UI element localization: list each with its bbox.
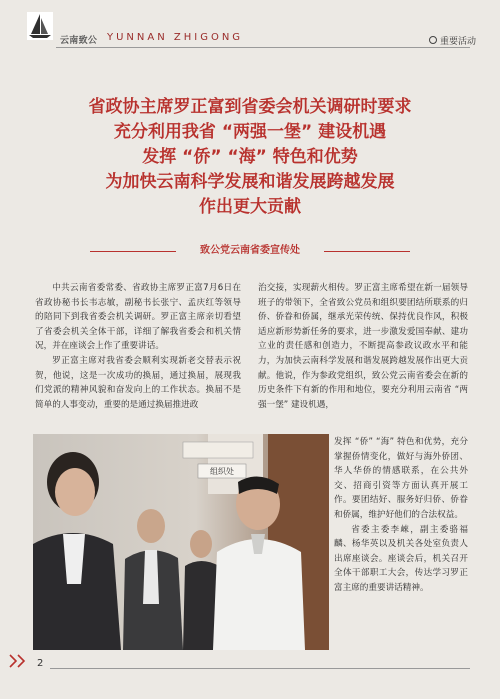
article-photo [33,434,329,650]
brand-name-cn: 云南致公 [60,36,98,46]
body-column-right-top [258,281,468,412]
title-line: 为加快云南科学发展和谐发展跨越发展 [105,172,395,192]
footer-divider [50,668,470,669]
paragraph: 省委主委李崍，副主委骆福麟、杨华英以及机关各处室负责人出席座谈会。座谈会后，机关召开全体干部职工大会，传达学习罗正富主席的重要讲话精神。 [334,524,468,593]
photo-sign-text: 组织处 [210,467,234,476]
title-line: 作出更大贡献 [199,197,301,217]
byline-rule-right [324,251,410,252]
photo-illustration [33,434,329,650]
paragraph: 罗正富主席对我省委会顺利实现新老交替表示祝贺，他说，这是一次成功的换届，通过换届，展现我们党派的精神风貌和奋发向上的工作状态。换届不是简单的人事变动，重要的是通过换届推进政 [35,355,241,410]
title-line: 充分利用我省 “两强一堡” 建设机遇 [113,122,387,142]
body-column-right-bottom [334,435,468,596]
section-label-text: 重要活动 [439,37,476,47]
section-label [429,34,476,47]
page-number: 2 [37,658,44,669]
sailboat-logo-icon [27,12,53,40]
byline-text: 致公党云南省委宣传处 [200,245,300,256]
body-column-left [35,281,241,412]
byline [90,243,410,259]
title-line: 省政协主席罗正富到省委会机关调研时要求 [88,97,412,117]
byline-rule-left [90,251,176,252]
circle-bullet-icon [429,36,437,44]
header-divider [56,47,470,48]
page-header [0,0,500,46]
paragraph: 中共云南省委常委、省政协主席罗正富7月6日在省政协秘书长韦志敏，副秘书长张宁、孟庆红等领导的陪同下到我省委会机关调研。罗正富主席亲切看望了省委会机关全体干部，详细了解我省委会和机关情况，并在座谈会上作了重要讲话。 [35,283,241,352]
title-line: 发挥 “侨” “海” 特色和优势 [142,147,358,167]
brand-name-en: YUNNAN ZHIGONG [107,32,244,43]
paragraph: 发挥 “侨” “海” 特色和优势，充分掌握侨情变化，做好与海外侨团、华人华侨的情感联系，在公共外交、招商引资等方面认真开展工作。要团结好、服务好归侨、侨眷和侨属，维护好他们的合法权益。 [334,437,468,520]
paragraph: 治交接，实现薪火相传。罗正富主席希望在新一届领导班子的带领下，全省致公党员和组织要团结所联系的归侨、侨眷和侨属，继承光荣传统、保持优良作风，积极适应新形势新任务的要求，进一步激发爱国奉献、建功立业的责任感和创造力，不断提高参政议政水平和能力，为加快云南科学发展和谐发展跨越发展作出更大贡献。他说，作为参政党组织，致公党云南省委会在新的历史条件下有新的作用和地位，要充分利用云南省 “两强一堡” 建设机遇， [258,283,468,410]
article-title [20,95,480,220]
chevron-right-icon [9,654,35,668]
